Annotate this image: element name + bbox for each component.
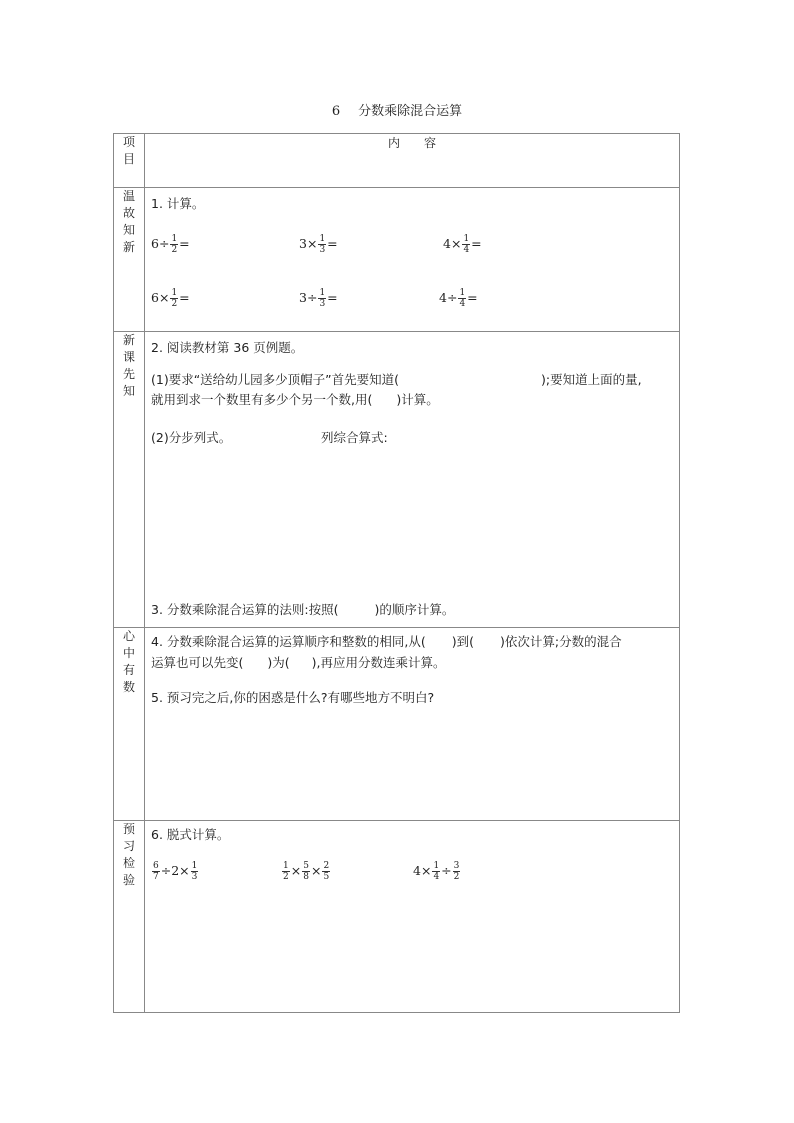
mind-label: 心中有数 <box>122 629 135 694</box>
review-label: 温故知新 <box>122 189 135 254</box>
calc-2-frac-3 <box>322 861 330 882</box>
table-header-row <box>114 134 680 188</box>
expr-6-num: 1 <box>459 288 466 298</box>
expr-1-fraction <box>170 234 178 255</box>
header-item-cell <box>114 134 145 188</box>
calc-3-den-1: 4 <box>433 872 440 882</box>
expr-3-den: 4 <box>463 245 470 255</box>
question-4-line-2 <box>151 653 446 671</box>
expr-5-eq: = <box>327 290 338 305</box>
question-4-line-1 <box>151 632 622 650</box>
header-content-label: 内 容 <box>387 136 436 150</box>
q4-text-f: ),再应用分数连乘计算。 <box>311 655 446 670</box>
expr-4 <box>151 288 190 309</box>
calc-3-den-2: 2 <box>453 872 460 882</box>
preview-content <box>145 332 680 628</box>
expr-2-num: 1 <box>319 234 326 244</box>
expr-5-op: ÷ <box>306 290 318 305</box>
mind-content <box>145 628 680 821</box>
header-item-label: 项目 <box>122 135 135 166</box>
preview-label-cell <box>114 332 145 628</box>
expr-1-den: 2 <box>171 245 178 255</box>
calc-2-den-3: 5 <box>323 872 330 882</box>
review-content <box>145 188 680 332</box>
q3-text-a: 3. 分数乘除混合运算的法则:按照( <box>151 602 339 617</box>
expr-3-a: 4 <box>443 236 451 251</box>
calc-2-frac-2 <box>302 861 310 882</box>
calc-1-op-2: × <box>179 863 190 878</box>
question-2-2-step: (2)分步列式。 <box>151 430 232 445</box>
expr-3-fraction <box>462 234 470 255</box>
expr-3-eq: = <box>471 236 482 251</box>
review-label-cell <box>114 188 145 332</box>
check-content <box>145 821 680 1013</box>
calc-3-op-2: ÷ <box>441 863 452 878</box>
calc-1-den-1: 7 <box>153 872 159 882</box>
expr-5-num: 1 <box>319 288 326 298</box>
expr-6-eq: = <box>467 290 478 305</box>
row-preview <box>114 332 680 628</box>
expr-5-den: 3 <box>319 299 326 309</box>
q2-1-text-a: (1)要求“送给幼儿园多少顶帽子”首先要知道( <box>151 372 400 387</box>
expr-1-a: 6 <box>151 236 159 251</box>
calc-3-a: 4 <box>413 863 421 878</box>
calc-3-num-1: 1 <box>433 861 440 871</box>
calc-expr-3 <box>413 861 461 882</box>
calc-expr-2 <box>281 861 331 882</box>
header-content-cell <box>145 134 680 188</box>
calc-1-num-1: 6 <box>153 861 159 871</box>
calc-2-op-1: × <box>290 863 302 878</box>
calc-3-frac-2 <box>453 861 461 882</box>
row-review <box>114 188 680 332</box>
calc-2-num-1: 1 <box>283 861 289 871</box>
expr-5-a: 3 <box>299 290 307 305</box>
section-title: 分数乘除混合运算 <box>358 104 463 119</box>
expr-2-fraction <box>318 234 326 255</box>
question-1: 1. 计算。 <box>151 196 205 211</box>
expr-3-num: 1 <box>463 234 470 244</box>
calc-3-num-2: 3 <box>453 861 460 871</box>
expr-2-eq: = <box>327 236 338 251</box>
calc-1-mid: 2 <box>171 863 180 878</box>
preview-label: 新课先知 <box>122 333 135 398</box>
mind-label-cell <box>114 628 145 821</box>
expr-4-num: 1 <box>171 288 178 298</box>
row-mind <box>114 628 680 821</box>
question-3 <box>151 600 454 618</box>
page-title <box>0 100 794 119</box>
expr-6-den: 4 <box>459 299 466 309</box>
expr-4-a: 6 <box>151 290 159 305</box>
expr-5-fraction <box>318 288 326 309</box>
calc-1-num-2: 1 <box>191 861 198 871</box>
calc-expr-1 <box>151 861 199 882</box>
question-2: 2. 阅读教材第 36 页例题。 <box>151 340 304 355</box>
q4-text-a: 4. 分数乘除混合运算的运算顺序和整数的相同,从( <box>151 634 426 649</box>
expr-2-a: 3 <box>299 236 307 251</box>
worksheet-table <box>113 133 680 1013</box>
section-number: 6 <box>331 104 341 119</box>
check-label: 预习检验 <box>122 822 135 887</box>
calc-1-op-1: ÷ <box>160 863 172 878</box>
expr-2 <box>299 234 338 255</box>
calc-3-frac-1 <box>432 861 440 882</box>
expr-6-fraction <box>458 288 466 309</box>
expr-2-op: × <box>306 236 318 251</box>
question-2-1-line-2 <box>151 390 439 408</box>
q3-text-b: )的顺序计算。 <box>374 602 455 617</box>
expr-6-a: 4 <box>439 290 447 305</box>
expr-1-eq: = <box>179 236 190 251</box>
expr-4-eq: = <box>179 290 190 305</box>
expr-3 <box>443 234 482 255</box>
expr-5 <box>299 288 338 309</box>
calc-2-den-1: 2 <box>283 872 289 882</box>
question-6: 6. 脱式计算。 <box>151 827 230 842</box>
q4-text-c: )依次计算;分数的混合 <box>500 634 622 649</box>
expr-1 <box>151 234 190 255</box>
row-check <box>114 821 680 1013</box>
expr-4-den: 2 <box>171 299 178 309</box>
expr-4-fraction <box>170 288 178 309</box>
expr-6-op: ÷ <box>446 290 458 305</box>
question-5: 5. 预习完之后,你的困惑是什么?有哪些地方不明白? <box>151 690 435 705</box>
calc-2-frac-1 <box>282 861 290 882</box>
question-2-2-combined: 列综合算式: <box>321 430 388 445</box>
expr-4-op: × <box>158 290 170 305</box>
calc-1-den-2: 3 <box>191 872 198 882</box>
expr-6 <box>439 288 478 309</box>
calc-2-num-2: 5 <box>303 861 309 871</box>
question-2-1-line-1 <box>151 370 642 388</box>
q4-text-d: 运算也可以先变( <box>151 655 244 670</box>
calc-2-num-3: 2 <box>323 861 330 871</box>
expr-1-num: 1 <box>171 234 178 244</box>
calc-3-op-1: × <box>420 863 432 878</box>
calc-1-frac-2 <box>191 861 199 882</box>
q2-1-text-b: );要知道上面的量, <box>541 372 642 387</box>
q2-1-text-c: 就用到求一个数里有多少个另一个数,用( <box>151 392 373 407</box>
q4-text-e: )为( <box>267 655 290 670</box>
calc-2-op-2: × <box>310 863 322 878</box>
calc-2-den-2: 8 <box>303 872 309 882</box>
expr-2-den: 3 <box>319 245 326 255</box>
calc-1-frac-1 <box>152 861 160 882</box>
q2-1-text-d: )计算。 <box>396 392 439 407</box>
check-label-cell <box>114 821 145 1013</box>
expr-3-op: × <box>450 236 462 251</box>
q4-text-b: )到( <box>451 634 475 649</box>
expr-1-op: ÷ <box>158 236 170 251</box>
